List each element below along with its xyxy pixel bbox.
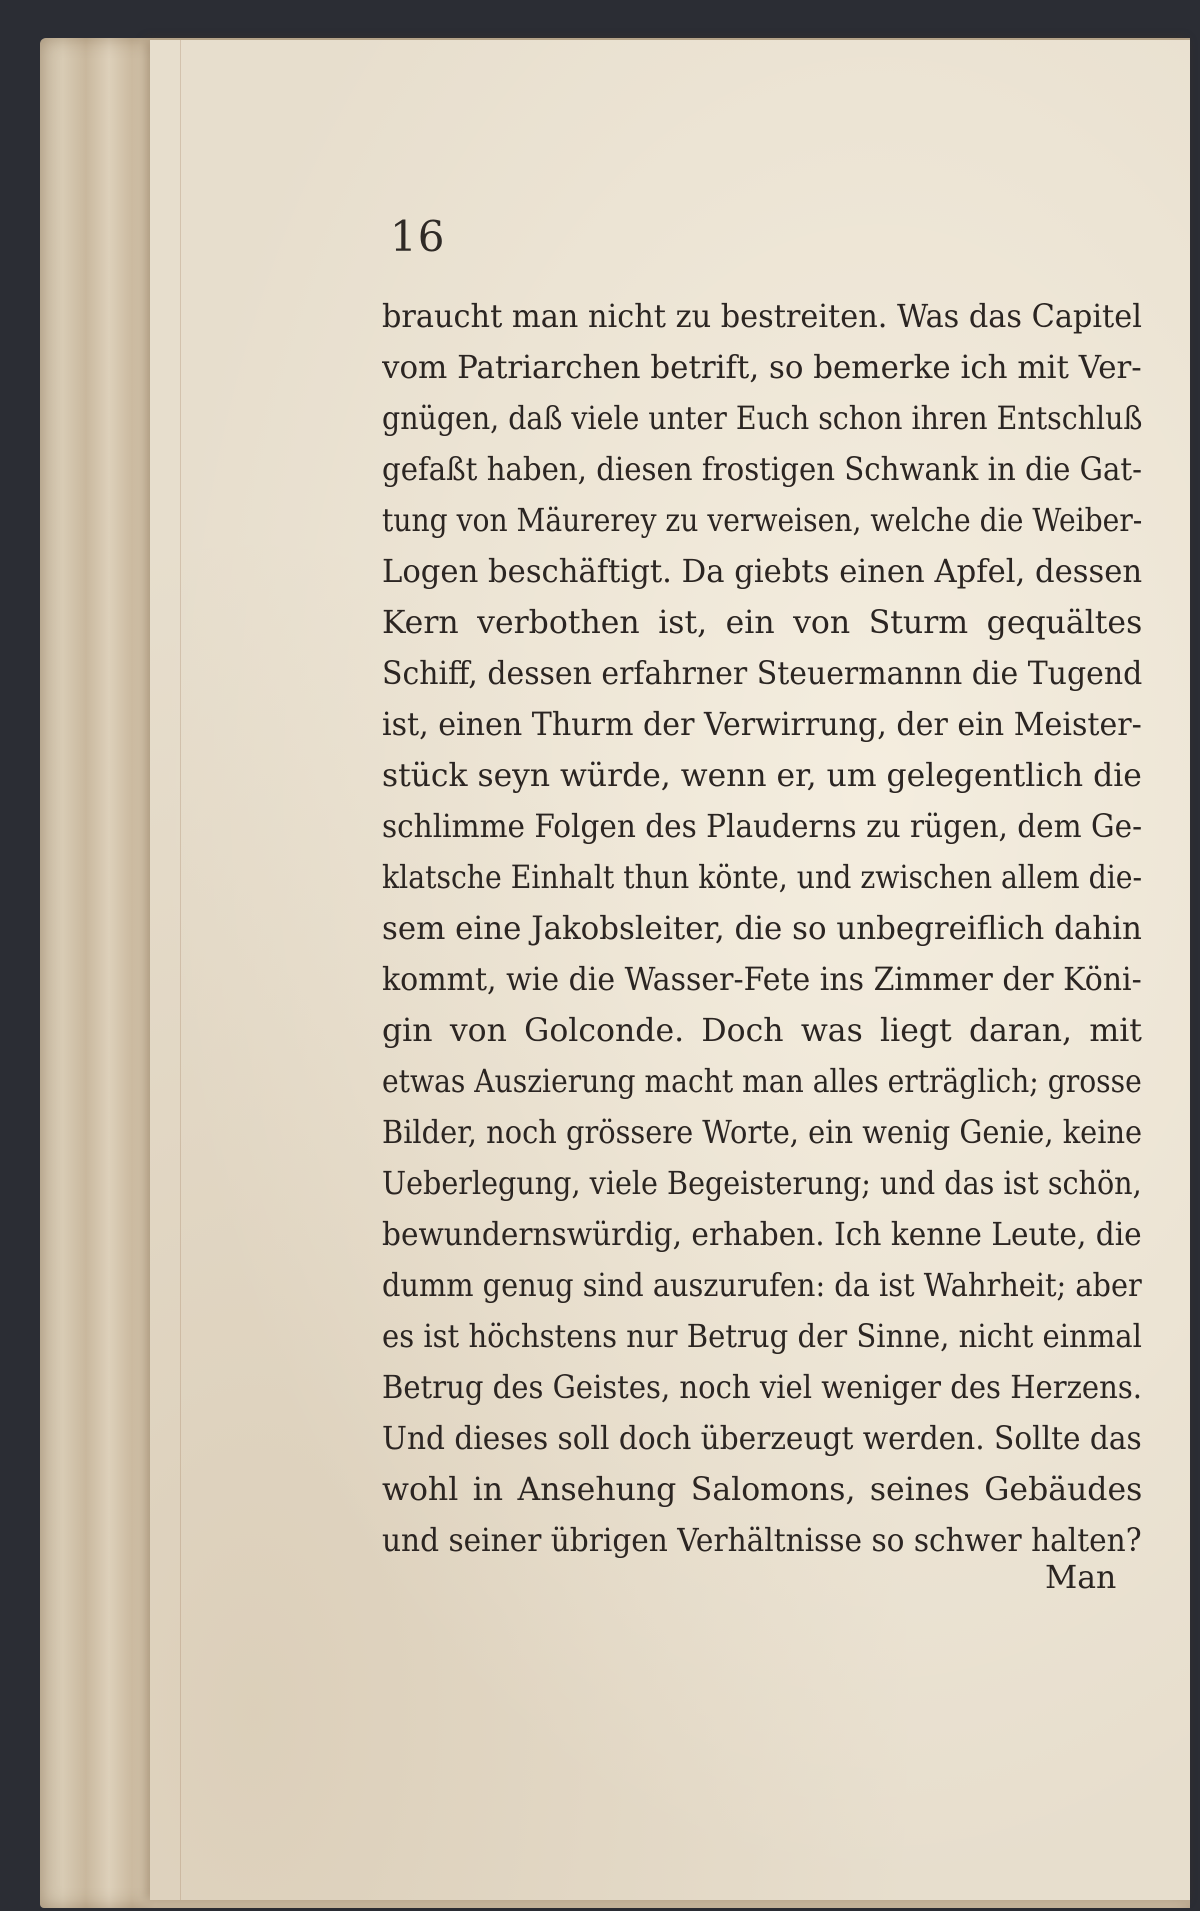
text-line-14: kommt, wie die Wasser-Fete ins Zimmer der Köni- (382, 962, 1142, 998)
text-line-2: vom Patriarchen betrift, so bemerke ich mit Ver- (382, 350, 1142, 386)
text-line-25: und seiner übrigen Verhältnisse so schwer halten? (382, 1523, 1142, 1559)
text-line-11: schlimme Folgen des Plauderns zu rügen, dem Ge- (382, 809, 1142, 845)
catchword: Man (1045, 1560, 1117, 1596)
text-line-13: sem eine Jakobsleiter, die so unbegreiflich dahin (382, 911, 1142, 947)
text-line-22: Betrug des Geistes, noch viel weniger des Herzens. (382, 1370, 1142, 1406)
text-line-12: klatsche Einhalt thun könte, und zwischen allem die- (382, 860, 1142, 896)
text-line-19: bewundernswürdig, erhaben. Ich kenne Leute, die (382, 1217, 1142, 1253)
text-line-17: Bilder, noch grössere Worte, ein wenig Genie, keine (382, 1115, 1142, 1151)
page-fold-line (180, 40, 181, 1900)
text-line-3: gnügen, daß viele unter Euch schon ihren Entschluß (382, 401, 1142, 437)
text-line-5: tung von Mäurerey zu verweisen, welche die Weiber- (382, 503, 1142, 539)
page-number: 16 (390, 212, 446, 261)
text-line-1: braucht man nicht zu bestreiten. Was das Capitel (382, 299, 1142, 335)
text-line-10: stück seyn würde, wenn er, um gelegentlich die (382, 758, 1142, 794)
text-line-6: Logen beschäftigt. Da giebts einen Apfel, dessen (382, 554, 1142, 590)
text-line-21: es ist höchstens nur Betrug der Sinne, nicht einmal (382, 1319, 1142, 1355)
text-line-16: etwas Auszierung macht man alles erträglich; grosse (382, 1064, 1142, 1100)
text-line-4: gefaßt haben, diesen frostigen Schwank in die Gat- (382, 452, 1142, 488)
text-line-7: Kern verbothen ist, ein von Sturm gequältes (382, 605, 1142, 641)
page-text (382, 292, 1142, 1567)
text-line-9: ist, einen Thurm der Verwirrung, der ein Meister- (382, 707, 1142, 743)
text-line-8: Schiff, dessen erfahrner Steuermannn die Tugend (382, 656, 1142, 692)
text-line-15: gin von Golconde. Doch was liegt daran, mit (382, 1013, 1142, 1049)
text-line-18: Ueberlegung, viele Begeisterung; und das ist schön, (382, 1166, 1142, 1202)
text-line-23: Und dieses soll doch überzeugt werden. Sollte das (382, 1421, 1142, 1457)
text-line-24: wohl in Ansehung Salomons, seines Gebäudes (382, 1472, 1142, 1508)
text-line-20: dumm genug sind auszurufen: da ist Wahrheit; aber (382, 1268, 1142, 1304)
